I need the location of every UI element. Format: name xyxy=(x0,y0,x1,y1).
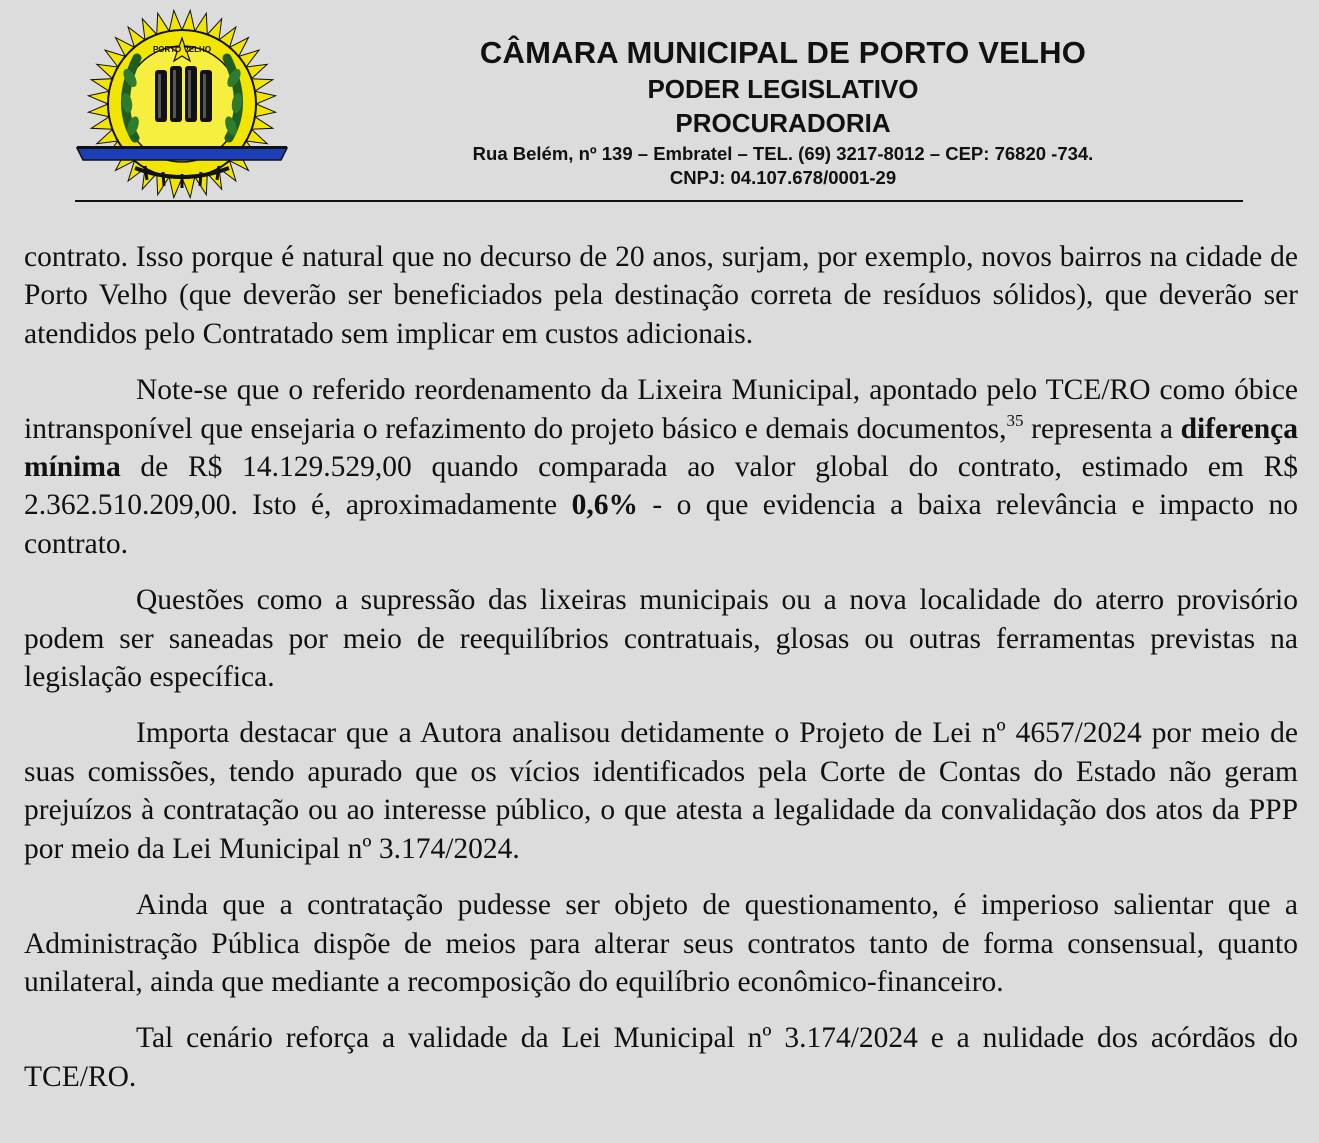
paragraph-2 xyxy=(24,371,1298,563)
institution-title: CÂMARA MUNICIPAL DE PORTO VELHO xyxy=(479,35,1087,70)
institution-department: PROCURADORIA xyxy=(675,108,891,138)
paragraph-6: Tal cenário reforça a validade da Lei Municipal nº 3.174/2024 e a nulidade dos acórdãos do TCE/RO. xyxy=(24,1022,1298,1093)
paragraph-2-text-d: - o que evidencia a baixa relevância e impacto no contrato. xyxy=(24,489,1298,560)
emphasis-minimal-difference: diferença mínima xyxy=(24,412,1298,484)
paragraph-1: contrato. Isso porque é natural que no decurso de 20 anos, surjam, por exemplo, novos bairros na cidade de Porto Velho (que deverão ser beneficiados pela destinação correta de resíduos sólidos), que deverão ser atendidos pelo Contratado sem implicar em custos adicionais. xyxy=(24,241,1298,350)
seal-ring-text: PORTO VELHO xyxy=(152,45,212,54)
institution-address: Rua Belém, nº 139 – Embratel – TEL. (69) 3217-8012 – CEP: 76820 -734. xyxy=(472,143,1094,164)
institution-cnpj: CNPJ: 04.107.678/0001-29 xyxy=(669,167,897,188)
footnote-reference[interactable]: 35 xyxy=(1006,410,1024,430)
emphasis-percentage: 0,6% xyxy=(571,489,638,522)
paragraph-2-text-c: de R$ 14.129.529,00 quando comparada ao valor global do contrato, estimado em R$ 2.362.510.209,00. Isto é, aproximadamente xyxy=(24,451,1298,522)
letterhead xyxy=(300,34,1266,190)
paragraph-5: Ainda que a contratação pudesse ser objeto de questionamento, é imperioso salientar que a Administração Pública dispõe de meios para alterar seus contratos tanto de forma consensual, quanto unilateral, ainda que mediante a recomposição do equilíbrio econômico-financeiro. xyxy=(24,889,1298,998)
paragraph-2-text-a: Note-se que o referido reordenamento da Lixeira Municipal, apontado pelo TCE/RO como óbice intransponível que ensejaria o refazimento do projeto básico e demais documentos, xyxy=(24,374,1298,445)
institution-branch: PODER LEGISLATIVO xyxy=(647,74,919,104)
header-divider xyxy=(75,200,1243,202)
document-body xyxy=(24,238,1298,1114)
paragraph-2-text-b: representa a xyxy=(1023,412,1181,445)
camara-seal-logo xyxy=(75,8,290,200)
paragraph-3: Questões como a supressão das lixeiras municipais ou a nova localidade do aterro provisório podem ser saneadas por meio de reequilíbrios contratuais, glosas ou outras ferramentas previstas na legislação específica. xyxy=(24,584,1298,694)
paragraph-4: Importa destacar que a Autora analisou detidamente o Projeto de Lei nº 4657/2024 por meio de suas comissões, tendo apurado que os vícios identificados pela Corte de Contas do Estado não geram prejuízos à contratação ou ao interesse público, o que atesta a legalidade da convalidação dos atos da PPP por meio da Lei Municipal nº 3.174/2024. xyxy=(24,717,1298,865)
